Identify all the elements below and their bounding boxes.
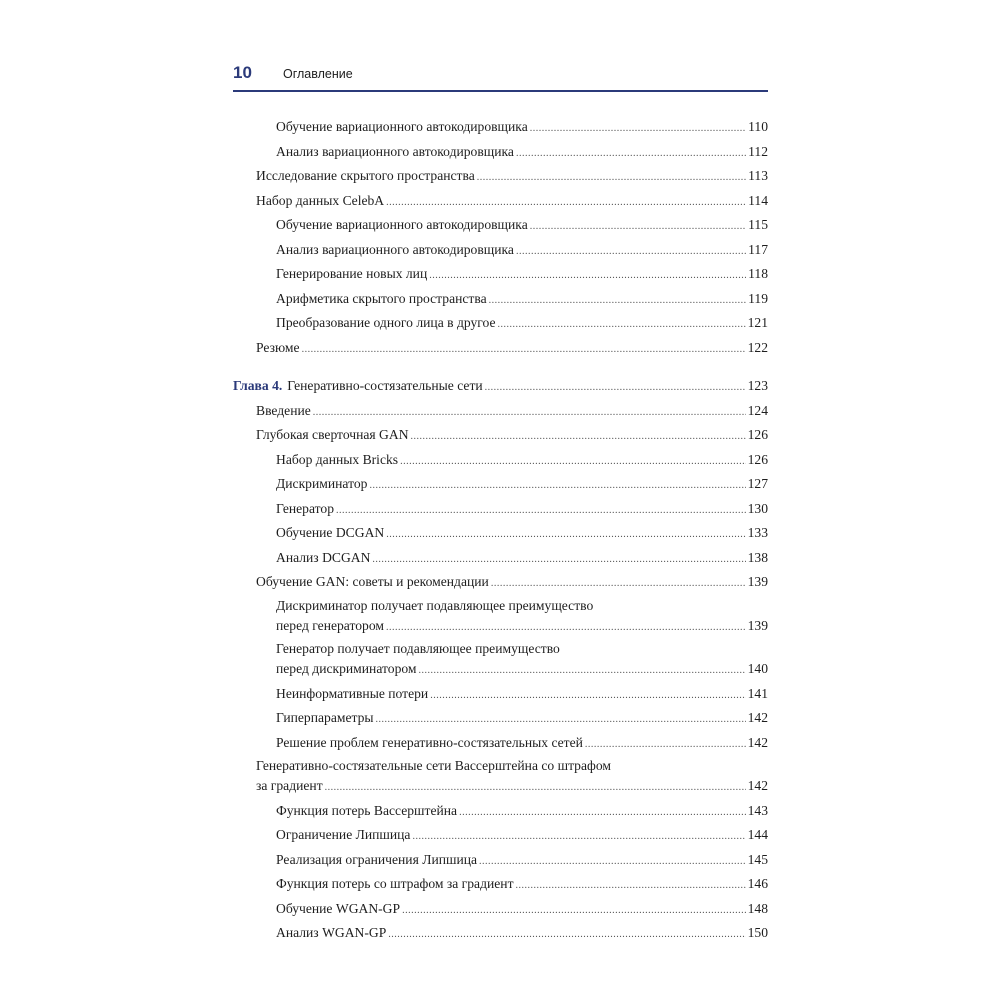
toc-entry[interactable]: [233, 571, 768, 596]
toc-entry[interactable]: [233, 288, 768, 313]
toc-entry-title: Ограничение Липшица: [276, 827, 411, 842]
toc-entry-title: Обучение вариационного автокодировщика: [276, 217, 528, 232]
dot-leader: [516, 875, 746, 898]
toc-entry[interactable]: [233, 922, 768, 947]
toc-entry[interactable]: [233, 800, 768, 825]
toc-page-number: 143: [747, 802, 768, 818]
toc-page-number: 133: [747, 525, 768, 540]
toc-entry-title-line: Генератор получает подавляющее преимущество: [276, 641, 560, 656]
toc-entry[interactable]: [233, 756, 768, 800]
dot-leader: [429, 265, 746, 288]
dot-leader: [336, 500, 746, 523]
toc-page-number: 122: [747, 339, 768, 355]
page-number: 10: [233, 63, 252, 82]
toc-page-number: 142: [747, 778, 768, 793]
toc-entry[interactable]: [233, 312, 768, 337]
toc-entry-title: Набор данных Bricks: [276, 451, 399, 467]
toc-entry-title: Дискриминатор: [276, 476, 368, 491]
dot-leader: [376, 709, 746, 732]
toc-page-number: 146: [747, 876, 768, 891]
dot-leader: [411, 426, 746, 449]
toc-page-number: 118: [748, 266, 768, 281]
toc-page-number: 140: [747, 661, 768, 676]
toc-entry[interactable]: [233, 683, 768, 708]
toc-page-number: 142: [747, 734, 768, 750]
toc-entry[interactable]: [233, 337, 768, 362]
toc-entry[interactable]: [233, 141, 768, 166]
toc-entry[interactable]: [233, 639, 768, 683]
toc-entry-title: Анализ DCGAN: [276, 549, 371, 565]
toc-entry[interactable]: [233, 424, 768, 449]
toc-page-number: 124: [747, 402, 768, 418]
toc-page-number: 142: [747, 710, 768, 725]
dot-leader: [516, 143, 746, 166]
toc-entry[interactable]: [233, 214, 768, 239]
dot-leader: [479, 851, 746, 874]
toc-entry-title: Генеративно-состязательные сети: [287, 378, 483, 393]
toc-page-number: 148: [747, 900, 768, 916]
toc-page-number: 139: [747, 574, 768, 589]
toc-page-number: 126: [747, 427, 768, 442]
dot-leader: [402, 900, 746, 923]
dot-leader: [585, 734, 746, 757]
toc-page-number: 113: [748, 168, 768, 183]
toc-entry[interactable]: [233, 898, 768, 923]
toc-entry-title: Решение проблем генеративно-состязательных сетей: [276, 734, 583, 750]
toc-page-number: 112: [748, 143, 768, 159]
toc-entry-title: Неинформативные потери: [276, 685, 429, 701]
toc-page-number: 127: [747, 476, 768, 491]
toc-entry[interactable]: [233, 449, 768, 474]
toc-entry[interactable]: [233, 473, 768, 498]
toc-entry[interactable]: [233, 849, 768, 874]
toc-entry-title: перед генератором: [276, 617, 384, 633]
toc-entry-title: Обучение GAN: советы и рекомендации: [256, 574, 489, 589]
toc-page-number: 121: [747, 315, 768, 330]
toc-entry[interactable]: [233, 239, 768, 264]
toc-page-number: 119: [748, 290, 768, 306]
dot-leader: [459, 802, 746, 825]
toc-page-number: 138: [747, 549, 768, 565]
toc-entry[interactable]: [233, 732, 768, 757]
dot-leader: [386, 192, 746, 215]
dot-leader: [372, 549, 745, 572]
toc-entry-title: Резюме: [256, 339, 300, 355]
table-of-contents: [233, 116, 768, 947]
dot-leader: [412, 826, 745, 849]
toc-page-number: 115: [748, 217, 768, 232]
running-title: Оглавление: [283, 67, 353, 81]
toc-entry-title: Генератор: [276, 500, 334, 516]
dot-leader: [530, 118, 746, 141]
toc-page-number: 139: [747, 617, 768, 633]
toc-entry[interactable]: [233, 522, 768, 547]
toc-page-number: 123: [747, 378, 768, 393]
running-head: [233, 64, 768, 92]
toc-entry[interactable]: [233, 165, 768, 190]
toc-entry[interactable]: [233, 547, 768, 572]
dot-leader: [419, 660, 746, 683]
toc-entry[interactable]: [233, 707, 768, 732]
chapter-label: Глава 4.: [233, 378, 283, 393]
toc-page-number: 117: [748, 241, 768, 257]
toc-page-number: 110: [748, 119, 768, 134]
dot-leader: [386, 617, 746, 640]
toc-entry-title: Обучение вариационного автокодировщика: [276, 119, 528, 134]
toc-entry-title: Функция потерь Вассерштейна: [276, 802, 458, 818]
toc-section: [233, 375, 768, 947]
toc-entry-title: Реализация ограничения Липшица: [276, 851, 478, 867]
toc-entry-title: Глубокая сверточная GAN: [256, 427, 409, 442]
toc-entry-title: Анализ WGAN-GP: [276, 925, 387, 940]
dot-leader: [388, 924, 745, 947]
toc-page-number: 150: [747, 925, 768, 940]
toc-entry[interactable]: [233, 190, 768, 215]
toc-entry[interactable]: [233, 400, 768, 425]
dot-leader: [516, 241, 746, 264]
toc-entry[interactable]: [233, 873, 768, 898]
dot-leader: [369, 475, 745, 498]
toc-entry-title-line: Дискриминатор получает подавляющее преимущество: [276, 597, 594, 613]
dot-leader: [313, 402, 746, 425]
toc-entry-title: Гиперпараметры: [276, 710, 374, 725]
toc-section: [233, 116, 768, 361]
dot-leader: [477, 167, 746, 190]
toc-entry[interactable]: [233, 824, 768, 849]
toc-page-number: 126: [747, 451, 768, 467]
toc-entry-title: Функция потерь со штрафом за градиент: [276, 876, 514, 891]
toc-entry-title: Преобразование одного лица в другое: [276, 315, 496, 330]
toc-entry-title: Анализ вариационного автокодировщика: [276, 143, 514, 159]
toc-chapter-entry[interactable]: [233, 375, 768, 400]
toc-entry-title: Генерирование новых лиц: [276, 266, 428, 281]
toc-entry[interactable]: [233, 116, 768, 141]
toc-entry-title: Исследование скрытого пространства: [256, 168, 475, 183]
toc-entry-title: Обучение WGAN-GP: [276, 900, 401, 916]
toc-entry-title: Анализ вариационного автокодировщика: [276, 241, 514, 257]
dot-leader: [302, 339, 746, 362]
dot-leader: [325, 777, 746, 800]
toc-entry-title: Арифметика скрытого пространства: [276, 290, 487, 306]
toc-entry-title: Набор данных CelebA: [256, 192, 385, 208]
toc-page-number: 145: [747, 851, 768, 867]
dot-leader: [491, 573, 746, 596]
toc-entry-title: перед дискриминатором: [276, 661, 417, 676]
dot-leader: [386, 524, 745, 547]
toc-page-number: 144: [747, 827, 768, 842]
dot-leader: [530, 216, 746, 239]
toc-page-number: 130: [747, 500, 768, 516]
dot-leader: [498, 314, 746, 337]
toc-entry[interactable]: [233, 263, 768, 288]
dot-leader: [430, 685, 745, 708]
dot-leader: [400, 451, 746, 474]
dot-leader: [489, 290, 746, 313]
toc-entry[interactable]: [233, 596, 768, 640]
dot-leader: [485, 377, 746, 400]
toc-entry-title: Обучение DCGAN: [276, 525, 385, 540]
toc-entry-title: Введение: [256, 402, 311, 418]
toc-entry[interactable]: [233, 498, 768, 523]
toc-entry-title-line: Генеративно-состязательные сети Вассерштейна со штрафом: [256, 758, 611, 773]
toc-page-number: 141: [747, 685, 768, 701]
toc-entry-title: за градиент: [256, 778, 323, 793]
toc-page-number: 114: [748, 192, 768, 208]
